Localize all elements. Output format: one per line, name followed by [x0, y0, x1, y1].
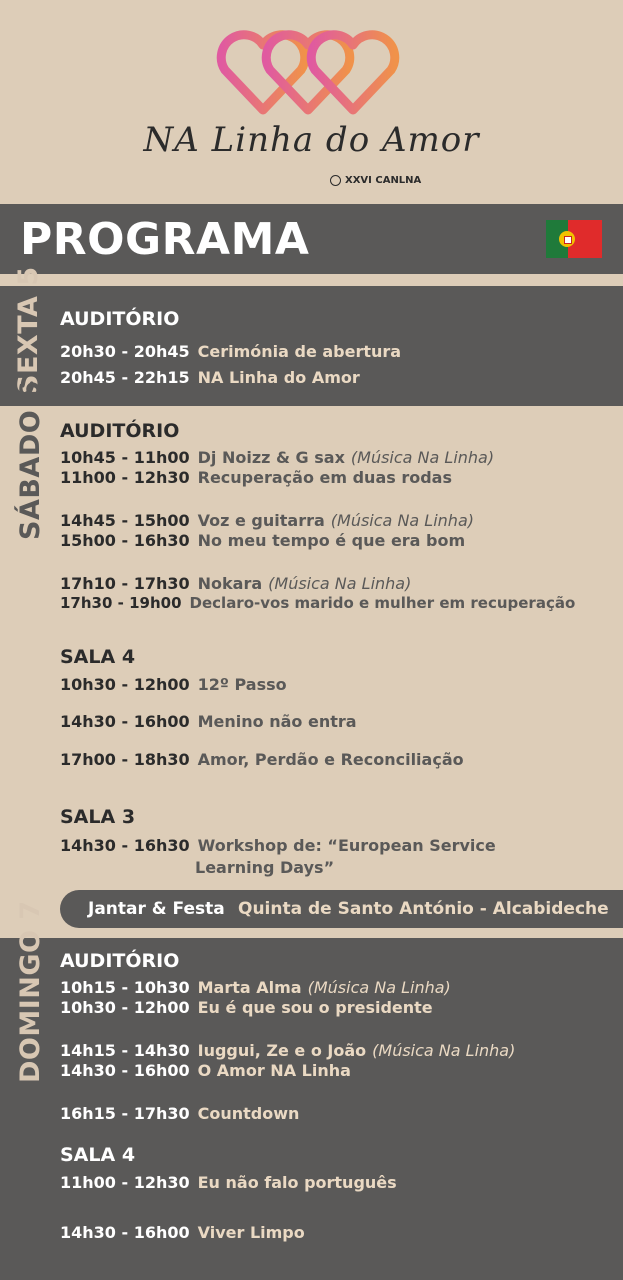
- day-label-domingo: DOMINGO 7: [15, 900, 46, 1083]
- row-event: Countdown: [197, 1104, 300, 1123]
- schedule-row: [60, 1173, 397, 1192]
- logo-title: NA Linha do Amor: [143, 120, 480, 160]
- portugal-flag-icon: [546, 220, 602, 258]
- row-time: 17h10 - 17h30: [60, 574, 190, 593]
- row-event-line2: Learning Days”: [195, 858, 335, 877]
- row-time: 11h00 - 12h30: [60, 468, 190, 487]
- schedule-row: [60, 342, 401, 361]
- dinner-banner: [60, 890, 623, 928]
- schedule-row: [60, 448, 494, 467]
- row-note: (Música Na Linha): [372, 1041, 516, 1060]
- page-title: PROGRAMA: [20, 214, 310, 265]
- row-time: 10h45 - 11h00: [60, 448, 190, 467]
- day-label-sabado: SÁBADO 6: [15, 380, 46, 540]
- row-event: Declaro-vos marido e mulher em recuperação: [189, 594, 576, 612]
- schedule-row: [60, 1061, 351, 1080]
- row-time: 10h15 - 10h30: [60, 978, 190, 997]
- row-event: Marta Alma: [197, 978, 302, 997]
- schedule-row: [60, 998, 433, 1017]
- row-time: 20h45 - 22h15: [60, 368, 190, 387]
- row-event: Recuperação em duas rodas: [197, 468, 452, 487]
- page-title-bar: [0, 204, 623, 274]
- row-time: 10h30 - 12h00: [60, 675, 190, 694]
- row-event: Dj Noizz & G sax: [197, 448, 345, 467]
- schedule-row: [60, 468, 452, 487]
- row-event: Cerimónia de abertura: [197, 342, 402, 361]
- schedule-row: [60, 531, 465, 550]
- row-time: 14h45 - 15h00: [60, 511, 190, 530]
- row-note: (Música Na Linha): [307, 978, 451, 997]
- schedule-row: [60, 750, 464, 769]
- row-note: (Música Na Linha): [330, 511, 474, 530]
- hearts-logo-icon: [213, 25, 403, 120]
- row-event: 12º Passo: [197, 675, 287, 694]
- schedule-row: [60, 1223, 305, 1242]
- row-time: 14h15 - 14h30: [60, 1041, 190, 1060]
- venue-title: SALA 3: [60, 806, 136, 828]
- row-event: Viver Limpo: [197, 1223, 305, 1242]
- row-note: (Música Na Linha): [268, 574, 412, 593]
- row-event: Eu é que sou o presidente: [197, 998, 433, 1017]
- row-time: 14h30 - 16h00: [60, 712, 190, 731]
- logo-subtitle: [330, 175, 421, 186]
- dinner-place: Quinta de Santo António - Alcabideche: [238, 899, 609, 919]
- schedule-row: [60, 675, 287, 694]
- row-event: Amor, Perdão e Reconciliação: [197, 750, 464, 769]
- row-event: Workshop de: “European Service: [197, 836, 496, 855]
- row-event: Nokara: [197, 574, 263, 593]
- row-time: 20h30 - 20h45: [60, 342, 190, 361]
- row-event: Voz e guitarra: [197, 511, 325, 530]
- row-time: 15h00 - 16h30: [60, 531, 190, 550]
- schedule-row: [60, 574, 411, 593]
- dinner-label: Jantar & Festa: [88, 899, 225, 919]
- row-time: 14h30 - 16h00: [60, 1061, 190, 1080]
- venue-title: SALA 4: [60, 1144, 136, 1166]
- row-time: 11h00 - 12h30: [60, 1173, 190, 1192]
- row-event: O Amor NA Linha: [197, 1061, 351, 1080]
- schedule-row: [60, 836, 496, 877]
- row-time: 14h30 - 16h30: [60, 836, 190, 855]
- row-time: 17h30 - 19h00: [60, 594, 182, 612]
- row-event: NA Linha do Amor: [197, 368, 360, 387]
- row-event: No meu tempo é que era bom: [197, 531, 466, 550]
- venue-title: AUDITÓRIO: [60, 308, 180, 330]
- day-label-sexta: SEXTA 5: [13, 266, 44, 394]
- row-event: Eu não falo português: [197, 1173, 397, 1192]
- row-note: (Música Na Linha): [350, 448, 495, 467]
- venue-title: SALA 4: [60, 646, 136, 668]
- schedule-row: [60, 1104, 299, 1123]
- logo-subtitle-text: XXVI CANLNA: [345, 175, 422, 186]
- venue-title: AUDITÓRIO: [60, 420, 180, 442]
- row-event: Iuggui, Ze e o João: [197, 1041, 367, 1060]
- schedule-row: [60, 594, 575, 612]
- schedule-row: [60, 368, 360, 387]
- logo-header: [0, 0, 623, 204]
- row-event: Menino não entra: [197, 712, 357, 731]
- row-time: 16h15 - 17h30: [60, 1104, 190, 1123]
- row-time: 17h00 - 18h30: [60, 750, 190, 769]
- venue-title: AUDITÓRIO: [60, 950, 180, 972]
- na-symbol-icon: [330, 175, 341, 186]
- schedule-row: [60, 712, 357, 731]
- schedule-row: [60, 511, 474, 530]
- row-time: 10h30 - 12h00: [60, 998, 190, 1017]
- day-section-sabado: [0, 380, 623, 938]
- day-section-sexta: [0, 266, 623, 406]
- schedule-row: [60, 978, 451, 997]
- schedule-row: [60, 1041, 515, 1060]
- row-time: 14h30 - 16h00: [60, 1223, 190, 1242]
